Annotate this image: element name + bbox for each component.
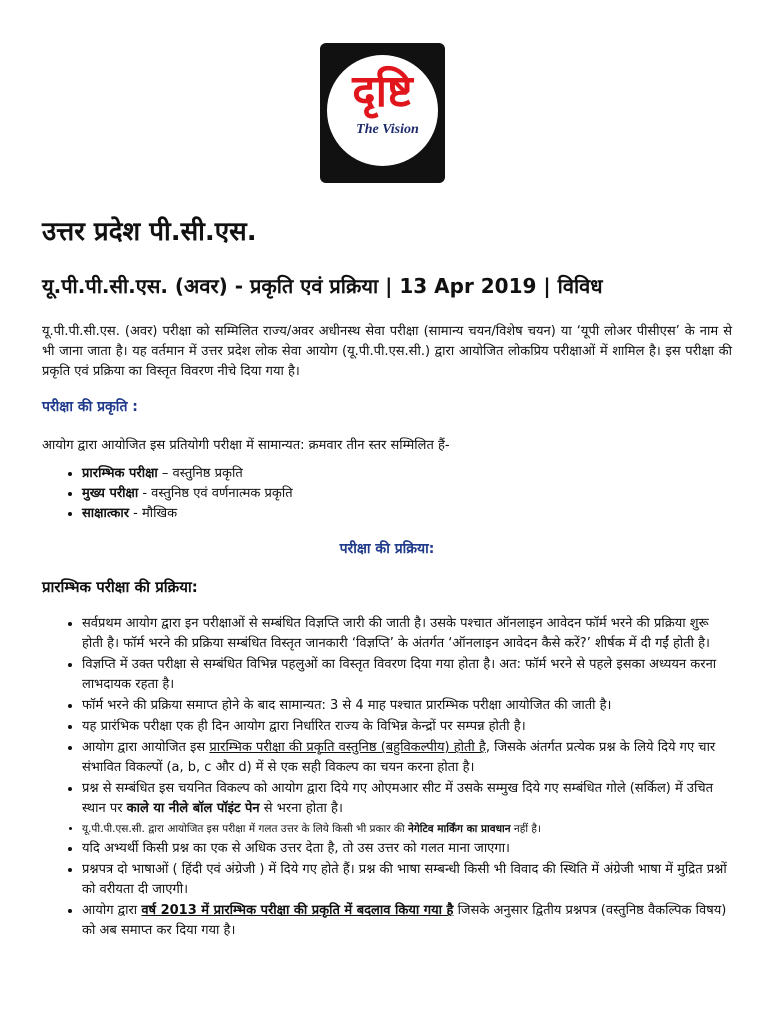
logo-sub-text: The Vision [356, 122, 419, 137]
list-item: • प्रश्नपत्र दो भाषाओं ( हिंदी एवं अंग्रेजी ) में दिये गए होते हैं। प्रश्न की भाषा सम्बन्धी किसी भी विवाद की स्थिति में अंग्रेजी भाषा में मुद्रित प्रश्नों को वरीयता दी जाएगी। [82, 860, 732, 900]
stage-term: प्रारम्भिक परीक्षा [82, 466, 158, 481]
nature-heading: परीक्षा की प्रकृति : [42, 399, 138, 415]
process-heading: परीक्षा की प्रक्रिया: [339, 541, 435, 557]
intro-paragraph: यू.पी.पी.सी.एस. (अवर) परीक्षा को सम्मिलित राज्य/अवर अधीनस्थ सेवा परीक्षा (सामान्य चयन/विशेष चयन) या ‘यूपी लोअर पीसीएस’ के नाम से भी जाना जाता है। यह वर्तमान में उत्तर प्रदेश लोक सेवा आयोग (यू.पी.पी.एस.सी.) द्वारा आयोजित लोकप्रिय परीक्षाओं में शामिल है। इस परीक्षा की प्रकृति एवं प्रक्रिया का विस्तृत विवरण नीचे दिया गया है। [42, 324, 732, 379]
text-segment: यू.पी.पी.एस.सी. द्वारा आयोजित इस परीक्षा में गलत उत्तर के लिये किसी भी प्रकार की [82, 823, 409, 835]
bold-text: काले या नीले बॉल पॉइंट पेन [126, 801, 260, 816]
list-item [82, 464, 732, 484]
nature-lead: आयोग द्वारा आयोजित इस प्रतियोगी परीक्षा में सामान्यत: क्रमवार तीन स्तर सम्मिलित हैं- [42, 438, 450, 453]
text-segment: जिसके अनुसार द्वितीय प्रश्नपत्र (वस्तुनिष्ठ वैकल्पिक विषय) को अब समाप्त कर दिया गया है। [82, 903, 727, 938]
list-item: • विज्ञप्ति में उक्त परीक्षा से सम्बंधित विभिन्न पहलुओं का विस्तृत विवरण दिया गया होता है। अत: फॉर्म भरने से पहले इसका अध्ययन करना लाभदायक रहता है। [82, 655, 732, 695]
logo-main-text: दृष्टि [352, 66, 413, 117]
list-item [82, 504, 732, 524]
text-segment: नहीं है। [510, 823, 541, 835]
list-item [82, 484, 732, 504]
list-item [82, 779, 732, 819]
list-item: • फॉर्म भरने की प्रक्रिया समाप्त होने के बाद सामान्यत: 3 से 4 माह पश्चात प्रारम्भिक परीक्षा आयोजित की जाती है। [82, 696, 732, 716]
list-item: • सर्वप्रथम आयोग द्वारा इन परीक्षाओं से सम्बंधित विज्ञप्ति जारी की जाती है। उसके पश्चात ऑनलाइन आवेदन फॉर्म भरने की प्रक्रिया शुरू होती है। फॉर्म भरने की प्रक्रिया सम्बंधित विस्तृत जानकारी ‘विज्ञप्ति’ के अंतर्गत ‘ऑनलाइन आवेदन कैसे करें?’ शीर्षक में दी गईं होती है। [82, 614, 732, 654]
list-item: • यह प्रारंभिक परीक्षा एक ही दिन आयोग द्वारा निर्धारित राज्य के विभिन्न केन्द्रों पर सम्पन्न होती है। [82, 717, 732, 737]
drishti-logo [320, 43, 445, 183]
text-segment: , जिसके अंतर्गत प्रत्येक प्रश्न के लिये दिये गए चार संभावित विकल्पों (a, b, c और d) में से एक सही विकल्प का चयन करना होता है। [82, 740, 716, 775]
stage-desc: - मौखिक [129, 506, 178, 521]
bold-text: नेगेटिव मार्किंग का प्रावधान [408, 823, 511, 835]
list-item: • यदि अभ्यर्थी किसी प्रश्न का एक से अधिक उत्तर देता है, तो उस उत्तर को गलत माना जाएगा। [82, 839, 732, 859]
prelim-process-list [42, 614, 732, 941]
text-segment: से भरना होता है। [259, 801, 343, 816]
page-title: उत्तर प्रदेश पी.सी.एस. [42, 217, 257, 247]
logo-circle [327, 55, 438, 166]
text-segment: आयोग द्वारा आयोजित इस [82, 740, 210, 755]
list-item [82, 901, 732, 941]
document-content [42, 212, 732, 942]
stage-term: साक्षात्कार [82, 506, 130, 521]
bold-underlined-text: वर्ष 2013 में प्रारम्भिक परीक्षा की प्रकृति में बदलाव किया गया है [141, 903, 454, 918]
stage-term: मुख्य परीक्षा [82, 486, 139, 501]
nature-list [42, 464, 732, 524]
list-item [82, 820, 732, 838]
underlined-text: प्रारम्भिक परीक्षा की प्रकृति वस्तुनिष्ठ (बहुविकल्पीय) होती है [209, 740, 486, 755]
prelim-process-heading: प्रारम्भिक परीक्षा की प्रक्रिया: [42, 578, 198, 596]
text-segment: आयोग द्वारा [82, 903, 142, 918]
stage-desc: - वस्तुनिष्ठ एवं वर्णनात्मक प्रकृति [138, 486, 293, 501]
text-segment: प्रश्न से सम्बंधित इस चयनित विकल्प को आयोग द्वारा दिये गए ओएमआर सीट में उसके सम्मुख दिये गए सम्बंधित गोले (सर्किल) में उचित स्थान पर [82, 781, 714, 816]
stage-desc: – वस्तुनिष्ठ प्रकृति [157, 466, 243, 481]
page-subtitle: यू.पी.पी.सी.एस. (अवर) - प्रकृति एवं प्रक्रिया | 13 Apr 2019 | विविध [42, 274, 603, 298]
list-item [82, 738, 732, 778]
